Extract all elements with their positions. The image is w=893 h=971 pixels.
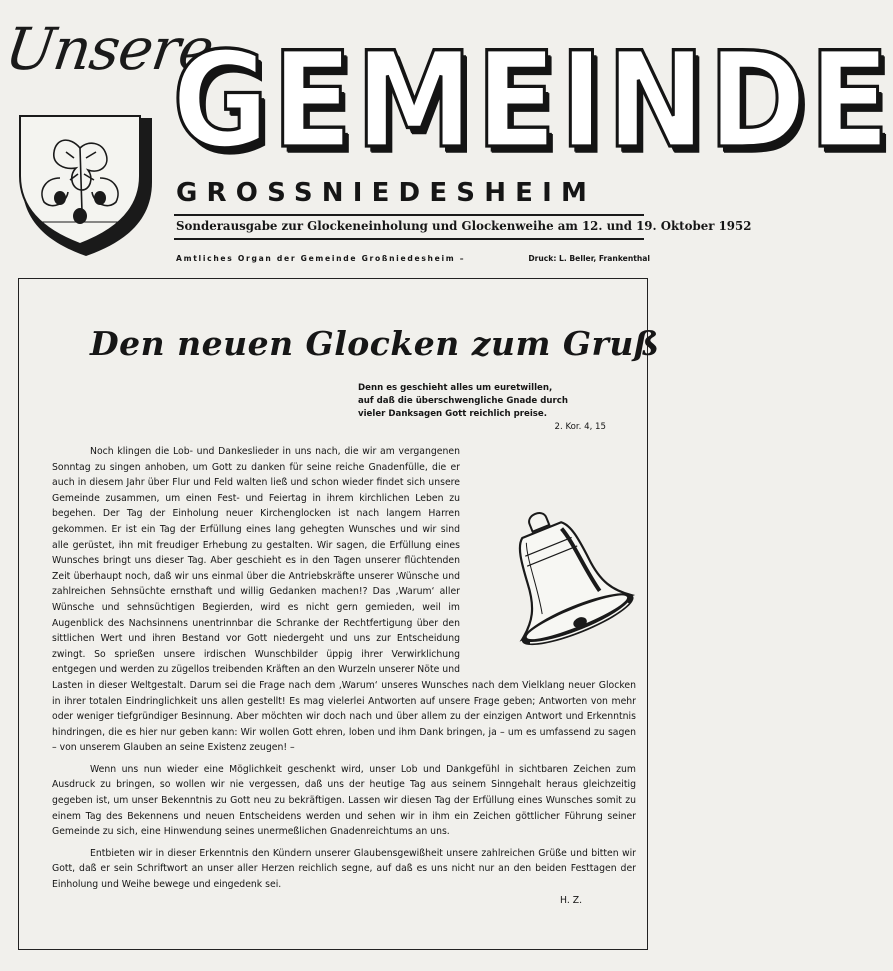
official-organ-line: [176, 254, 466, 263]
bell-icon: [474, 508, 634, 658]
masthead-rule-top: [174, 214, 644, 216]
motto-line: auf daß die überschwengliche Gnade durch: [358, 396, 568, 406]
article-paragraph: Noch klingen die Lob- und Dankeslieder in uns nach, die wir am vergangenen Sonntag zu singen anhoben, um Gott zu danken für seine reiche Gnadenfülle, die er auch in diesem Jahr über Flur und Feld walten ließ und schon wieder findet sich unsere Gemeinde zusammen, um einen Fest- und Feiertag in ihrem kirchlichen Leben zu begehen. Der Tag der Einholung neuer Kirchenglocken ist nach langem Harren gekommen. Er ist ein Tag der Erfüllung eines lang gehegten Wunsches und wir sind alle gerüstet, ihn mit freudiger Erhebung zu gestalten. Wir sagen, die Erfüllung eines Wunsches bringt uns dieser Tag. Aber geschieht es in den Tagen unserer flüchtenden Zeit überhaupt noch, daß wir uns einmal über die Antriebskräfte unserer Wünsche und zahlreichen Sehnsüchte ernsthaft und willig Gedanken machen!? Das ‚Warum‘ aller Wünsche und sehnsüchtigen Begierden, wird es nicht gern gemieden, weil im Augenblick des Nachsinnens unentrinnbar die Schranke der Rechtfertigung über den sittlichen Wert und ihren Bestand vor Gott niedergeht und uns zur Entscheidung zwingt. So sprießen unsere irdischen Wunschbilder üppig ihrer Verwirklichung entgegen und werden zu zügellos treibenden Kräften an den Wurzeln unserer Nöte und Lasten in dieser Weltgestalt. Darum sei die Frage nach dem ‚Warum‘ unseres Wunsches nach dem Vielklang neuer Glocken in ihrer totalen Eindringlichkeit uns allen gestellt! Es mag vielerlei Antworten auf unsere Frage geben; Antworten von mehr oder weniger tiefgründiger Besinnung. Aber möchten wir doch nach und über allem zu der einzigen Antwort und Erkenntnis hindringen, die es hier nur geben kann: Wir wollen Gott ehren, loben und ihm Dank bringen, ja – um es umfassend zu sagen – von unserem Glauben an seine Existenz zeugen! –: [52, 446, 636, 754]
article-paragraph: Entbieten wir in dieser Erkenntnis den Kündern unserer Glaubensgewißheit unsere zahlreichen Grüße und bitten wir Gott, daß er sein Schriftwort an unser aller Herzen reichlich segne, auf daß es uns nicht nur an den beiden Festtagen der Einholung und Weihe bewege und eingedenk sei.: [52, 847, 636, 891]
special-edition-line: Sonderausgabe zur Glockeneinholung und Glockenweihe am 12. und 19. Oktober 1952: [176, 219, 752, 233]
official-organ-text: Amtliches Organ der Gemeinde Großniedesheim: [176, 254, 456, 263]
masthead-title: GEMEINDE: [172, 22, 893, 178]
masthead-separator: –: [459, 254, 466, 263]
masthead-script-title: Unsere: [1, 15, 218, 83]
bible-motto: [358, 382, 606, 434]
masthead-rule-bottom: [174, 238, 644, 240]
motto-line: vieler Danksagen Gott reichlich preise.: [358, 409, 548, 419]
printer-credit: Druck: L. Beller, Frankenthal: [528, 254, 650, 263]
masthead-town: GROSSNIEDESHEIM: [176, 178, 597, 208]
article-paragraph: Wenn uns nun wieder eine Möglichkeit geschenkt wird, unser Lob und Dankgefühl in sichtbaren Zeichen zum Ausdruck zu bringen, so wollen wir nie vergessen, daß uns der heutige Tag aus seinem Sinngehalt heraus gleichzeitig gegeben ist, um unser Bekenntnis zu Gott neu zu bekräftigen. Lassen wir diesen Tag der Erfüllung eines Wunsches somit zu einem Tag des Bekennens und neuen Entscheidens werden und sehen wir in ihm ein Zeichen göttlicher Führung seiner Gemeinde zu sich, eine Hinwendung seines unermeßlichen Gnadenreichtums an uns.: [52, 763, 636, 838]
article-signature: H. Z.: [560, 895, 583, 906]
motto-reference: 2. Kor. 4, 15: [554, 422, 606, 432]
motto-line: Denn es geschieht alles um euretwillen,: [358, 383, 553, 393]
coat-of-arms-icon: [16, 112, 158, 258]
article-headline: Den neuen Glocken zum Gruß: [90, 324, 660, 363]
